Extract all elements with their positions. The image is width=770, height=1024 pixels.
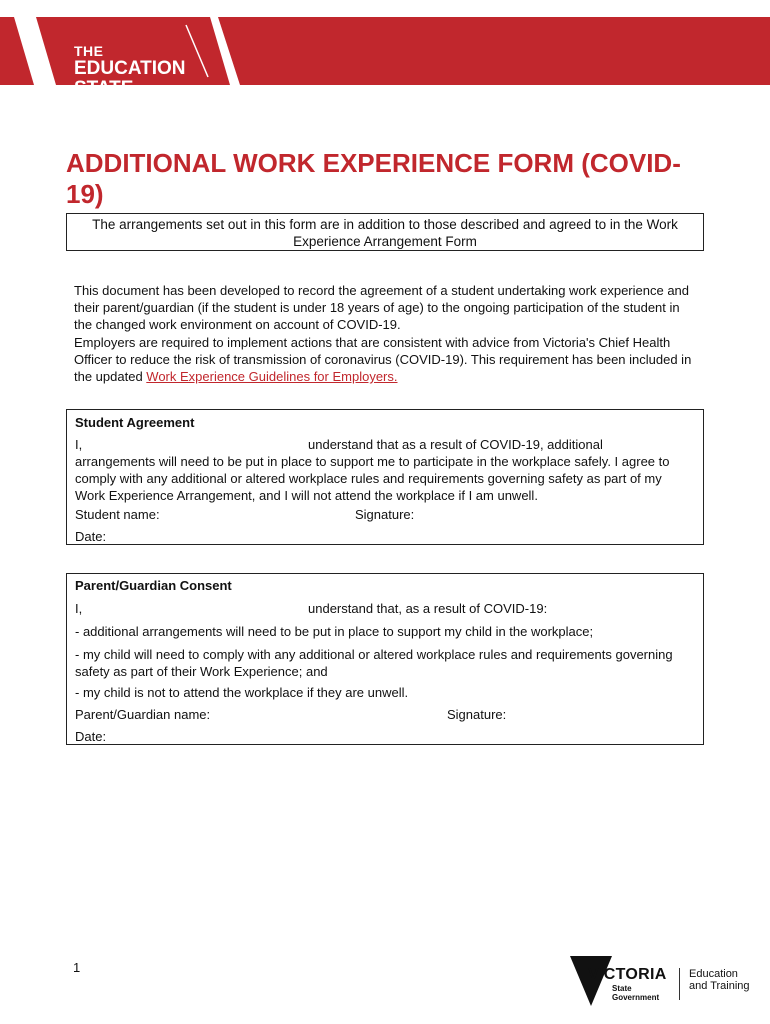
- parent-item-2: - my child will need to comply with any additional or altered workplace rules and requirements governing safety as part of their Work Experience; and: [75, 647, 673, 679]
- education-state-logo: [74, 44, 186, 98]
- guidelines-link[interactable]: Work Experience Guidelines for Employers.: [146, 369, 398, 384]
- victoria-government-logo: [568, 954, 768, 1010]
- page-number: 1: [73, 960, 81, 975]
- parent-understand-text: understand that, as a result of COVID-19:: [308, 601, 548, 616]
- training-line: and Training: [689, 980, 750, 992]
- student-agreement-heading: Student Agreement: [75, 415, 195, 430]
- education-line: Education: [689, 968, 738, 980]
- state-government-text: [612, 984, 659, 1002]
- student-date-label: Date:: [75, 529, 107, 544]
- parent-name-row: [75, 706, 695, 723]
- student-i-line: [75, 436, 695, 453]
- logo-line-3: STATE: [74, 78, 134, 99]
- student-signature-label: Signature:: [355, 507, 415, 522]
- state-line: State: [612, 984, 632, 993]
- intro-paragraph-2: [74, 334, 694, 385]
- logo-line-1: THE: [74, 43, 104, 59]
- government-line: Government: [612, 993, 660, 1002]
- subtitle-box: The arrangements set out in this form are in addition to those described and agreed to in the Work Experience Arrangement Form: [66, 213, 704, 251]
- intro-paragraph-1: This document has been developed to record the agreement of a student undertaking work experience and their parent/guardian (if the student is under 18 years of age) to the ongoing participation of the student in the changed work environment on account of COVID-19.: [74, 283, 690, 332]
- parent-signature-label: Signature:: [447, 707, 507, 722]
- parent-consent-heading: Parent/Guardian Consent: [75, 578, 232, 593]
- student-understand-text: understand that as a result of COVID-19, additional: [308, 437, 603, 452]
- parent-item-3: - my child is not to attend the workplace if they are unwell.: [75, 685, 409, 700]
- intro-paragraph-2-text: Employers are required to implement actions that are consistent with advice from Victoria's Chief Health Officer to reduce the risk of transmission of coronavirus (COVID-19). This requirement has been included in the updated: [74, 335, 692, 384]
- logo-line-2: EDUCATION: [74, 58, 186, 79]
- page-title: ADDITIONAL WORK EXPERIENCE FORM (COVID-19): [66, 148, 681, 209]
- parent-i-label: I,: [75, 601, 83, 616]
- parent-item-1: - additional arrangements will need to be put in place to support my child in the workplace;: [75, 624, 594, 639]
- parent-i-line: [75, 600, 695, 617]
- education-training-text: [689, 968, 750, 992]
- student-agreement-box: [66, 409, 704, 545]
- parent-date-label: Date:: [75, 729, 107, 744]
- header-banner: [0, 17, 770, 99]
- student-agreement-body: arrangements will need to be put in place to support me to participate in the workplace safely. I agree to comply with any additional or altered workplace rules and requirements governing safety as part of my Work Experience Arrangement, and I will not attend the workplace if I am unwell.: [75, 454, 670, 503]
- student-i-label: I,: [75, 437, 83, 452]
- victoria-wordmark: VICTORIA: [588, 966, 667, 983]
- student-name-label: Student name:: [75, 507, 160, 522]
- parent-name-label: Parent/Guardian name:: [75, 707, 211, 722]
- student-name-row: [75, 506, 695, 523]
- parent-consent-box: [66, 573, 704, 745]
- logo-divider: [679, 968, 680, 1000]
